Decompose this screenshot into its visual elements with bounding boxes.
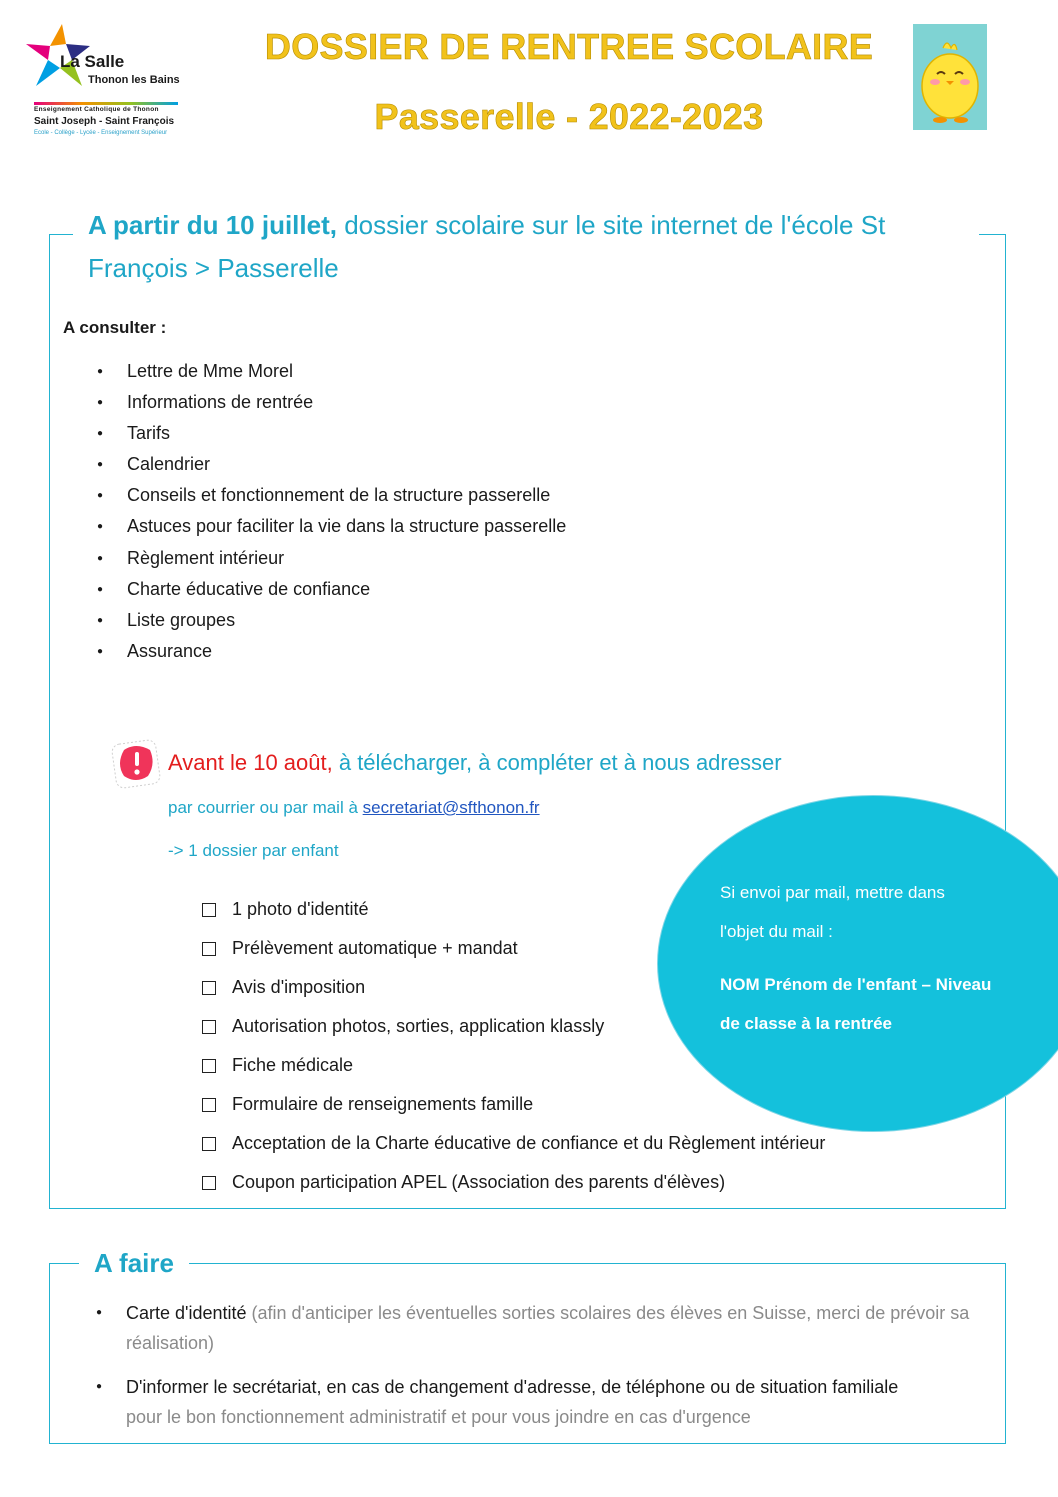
checkbox[interactable] — [202, 1137, 216, 1151]
logo-brand: La Salle — [60, 52, 125, 71]
checklist-item[interactable] — [202, 1163, 825, 1202]
mail-line — [168, 798, 540, 818]
todo-main: D'informer le secrétariat, en cas de changement d'adresse, de téléphone ou de situation familiale — [126, 1377, 899, 1397]
checkbox[interactable] — [202, 1176, 216, 1190]
list-item: ● Assurance — [97, 636, 797, 667]
checklist-label: 1 photo d'identité — [232, 899, 369, 919]
bubble-line: Si envoi par mail, mettre dans — [720, 883, 945, 902]
checkbox[interactable] — [202, 1059, 216, 1073]
exclamation-badge-icon — [110, 736, 162, 792]
box-border — [49, 1263, 79, 1264]
document-checklist — [202, 890, 825, 1202]
page-title: DOSSIER DE RENTREE SCOLAIRE — [264, 26, 874, 67]
list-item: ● Calendrier — [97, 449, 797, 480]
checklist-item[interactable] — [202, 1124, 825, 1163]
section1-title — [88, 204, 968, 290]
todo-list — [96, 1298, 976, 1446]
box-border — [189, 1263, 1005, 1264]
list-item: ● Règlement intérieur — [97, 543, 797, 574]
checklist-label: Autorisation photos, sorties, application klassly — [232, 1016, 605, 1036]
list-item: ● Charte éducative de confiance — [97, 574, 797, 605]
checkbox[interactable] — [202, 1020, 216, 1034]
consult-list — [97, 356, 797, 667]
deadline-text: à télécharger, à compléter et à nous adresser — [332, 750, 782, 775]
checkbox[interactable] — [202, 981, 216, 995]
logo-schools: Saint Joseph - Saint François — [34, 116, 175, 127]
logo-levels: Ecole - Collège - Lycée - Enseignement Supérieur — [34, 130, 168, 136]
section1-title-date: A partir du 10 juillet, — [88, 210, 337, 240]
checklist-item[interactable] — [202, 968, 825, 1007]
logo-network: Enseignement Catholique de Thonon — [34, 106, 159, 113]
section1-title-text: dossier scolaire sur le site internet de l'école St François > Passerelle — [88, 210, 886, 283]
bubble-line: l'objet du mail : — [720, 922, 833, 941]
logo-city: Thonon les Bains — [88, 74, 180, 86]
deadline-date: Avant le 10 août, — [168, 750, 333, 775]
mail-prefix: par courrier ou par mail à — [168, 798, 363, 817]
list-item: ● Astuces pour faciliter la vie dans la structure passerelle — [97, 511, 797, 542]
checklist-label: Fiche médicale — [232, 1055, 354, 1075]
consult-label: A consulter : — [63, 318, 167, 337]
checkbox[interactable] — [202, 942, 216, 956]
checklist-label: Coupon participation APEL (Association des parents d'élèves) — [232, 1172, 726, 1192]
checklist-label: Formulaire de renseignements famille — [232, 1094, 534, 1114]
todo-item — [96, 1372, 976, 1432]
checklist-label: Avis d'imposition — [232, 977, 366, 997]
checklist-item[interactable] — [202, 1007, 825, 1046]
checklist-item[interactable] — [202, 890, 825, 929]
box-border — [49, 234, 73, 235]
list-item: ● Informations de rentrée — [97, 387, 797, 418]
todo-main: Carte d'identité — [126, 1303, 247, 1323]
checklist-label: Acceptation de la Charte éducative de confiance et du Règlement intérieur — [232, 1133, 826, 1153]
checkbox[interactable] — [202, 1098, 216, 1112]
section2-title: A faire — [94, 1248, 174, 1278]
list-item: ● Lettre de Mme Morel — [97, 356, 797, 387]
checklist-item[interactable] — [202, 1046, 825, 1085]
email-link[interactable]: secretariat@sfthonon.fr — [362, 798, 540, 817]
bubble-bold-line: NOM Prénom de l'enfant – Niveau — [720, 975, 992, 994]
todo-note: pour le bon fonctionnement administratif et pour vous joindre en cas d'urgence — [126, 1407, 751, 1427]
bubble-bold-line: de classe à la rentrée — [720, 1014, 893, 1033]
box-border — [979, 234, 1005, 235]
yellow-chick-icon — [913, 24, 987, 130]
deadline-line — [168, 750, 782, 776]
per-child-note: -> 1 dossier par enfant — [168, 841, 339, 860]
list-item: ● Tarifs — [97, 418, 797, 449]
page-subtitle: Passerelle - 2022-2023 — [374, 96, 764, 137]
checklist-item[interactable] — [202, 929, 825, 968]
checklist-item[interactable] — [202, 1085, 825, 1124]
todo-item — [96, 1298, 976, 1358]
list-item: ● Liste groupes — [97, 605, 797, 636]
checkbox[interactable] — [202, 903, 216, 917]
todo-note: (afin d'anticiper les éventuelles sorties scolaires des élèves en Suisse, merci de prévoir sa réalisation) — [126, 1303, 970, 1353]
list-item: ● Conseils et fonctionnement de la structure passerelle — [97, 480, 797, 511]
checklist-label: Prélèvement automatique + mandat — [232, 938, 518, 958]
